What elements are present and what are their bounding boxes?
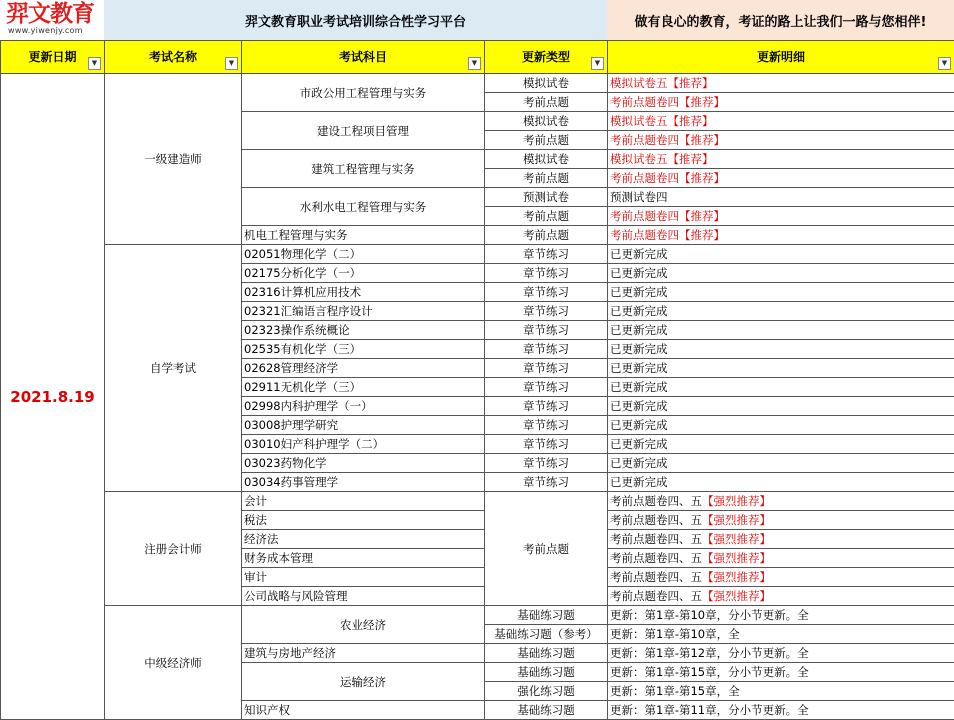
- exam-name: 中级经济师: [105, 606, 242, 720]
- subject: 市政公用工程管理与实务: [242, 74, 485, 112]
- update-detail: 考前点题卷四、五【强烈推荐】: [608, 511, 954, 530]
- update-detail: 已更新完成: [608, 397, 954, 416]
- update-detail: 已更新完成: [608, 378, 954, 397]
- subject: 水利水电工程管理与实务: [242, 188, 485, 226]
- update-detail: 已更新完成: [608, 283, 954, 302]
- update-detail: 已更新完成: [608, 264, 954, 283]
- subject: 02998内科护理学（一）: [242, 397, 485, 416]
- update-type: 考前点题: [485, 169, 608, 188]
- update-detail: 已更新完成: [608, 416, 954, 435]
- update-type: 基础练习题: [485, 644, 608, 663]
- col-header-type: 更新类型 ▼: [485, 41, 608, 74]
- table-row: [1, 492, 954, 511]
- update-table: [0, 40, 954, 720]
- update-detail: 已更新完成: [608, 435, 954, 454]
- update-detail: 考前点题卷四、五【强烈推荐】: [608, 530, 954, 549]
- update-detail: 已更新完成: [608, 302, 954, 321]
- subject: 02175分析化学（一）: [242, 264, 485, 283]
- filter-dropdown-icon[interactable]: ▼: [938, 57, 951, 70]
- update-detail: 更新：第1章-第12章，分小节更新。全: [608, 644, 954, 663]
- update-detail: 更新：第1章-第10章，全: [608, 625, 954, 644]
- update-detail: 考前点题卷四【推荐】: [608, 93, 954, 112]
- subject: 02323操作系统概论: [242, 321, 485, 340]
- update-detail: 模拟试卷五【推荐】: [608, 150, 954, 169]
- update-type: 考前点题: [485, 226, 608, 245]
- table-row: [1, 74, 954, 93]
- update-detail: 考前点题卷四、五【强烈推荐】: [608, 568, 954, 587]
- update-detail: 考前点题卷四【推荐】: [608, 169, 954, 188]
- header-row: [1, 41, 954, 74]
- logo: [0, 0, 104, 40]
- update-type: 模拟试卷: [485, 150, 608, 169]
- subject: 会计: [242, 492, 485, 511]
- col-header-date: 更新日期 ▼: [1, 41, 105, 74]
- update-type: 考前点题: [485, 93, 608, 112]
- subject: 建筑与房地产经济: [242, 644, 485, 663]
- top-banner: [0, 0, 954, 40]
- update-type: 模拟试卷: [485, 112, 608, 131]
- subject: 02321汇编语言程序设计: [242, 302, 485, 321]
- update-detail: 已更新完成: [608, 359, 954, 378]
- subject: 03034药事管理学: [242, 473, 485, 492]
- update-type: 考前点题: [485, 131, 608, 150]
- exam-name: 一级建造师: [105, 74, 242, 245]
- filter-dropdown-icon[interactable]: ▼: [591, 57, 604, 70]
- exam-name: 注册会计师: [105, 492, 242, 606]
- update-type: 章节练习: [485, 359, 608, 378]
- subject: 03008护理学研究: [242, 416, 485, 435]
- update-type: 基础练习题: [485, 663, 608, 682]
- col-header-subject: 考试科目 ▼: [242, 41, 485, 74]
- update-type: 章节练习: [485, 454, 608, 473]
- update-type: 章节练习: [485, 397, 608, 416]
- update-detail: 考前点题卷四【推荐】: [608, 226, 954, 245]
- update-detail: 已更新完成: [608, 245, 954, 264]
- subject: 建筑工程管理与实务: [242, 150, 485, 188]
- update-detail: 更新：第1章-第15章，分小节更新。全: [608, 663, 954, 682]
- logo-url: www.yiwenjy.com: [8, 26, 83, 35]
- subject: 03010妇产科护理学（二）: [242, 435, 485, 454]
- update-detail: 预测试卷四: [608, 188, 954, 207]
- update-type: 章节练习: [485, 378, 608, 397]
- platform-title: 羿文教育职业考试培训综合性学习平台: [104, 0, 607, 40]
- update-detail: 考前点题卷四、五【强烈推荐】: [608, 587, 954, 606]
- update-type: 基础练习题: [485, 606, 608, 625]
- slogan: 做有良心的教育，考证的路上让我们一路与您相伴!: [607, 0, 954, 40]
- update-type: 基础练习题（参考）: [485, 625, 608, 644]
- subject: 税法: [242, 511, 485, 530]
- subject: 农业经济: [242, 606, 485, 644]
- update-detail: 考前点题卷四、五【强烈推荐】: [608, 549, 954, 568]
- table-row: [1, 606, 954, 625]
- exam-name: 自学考试: [105, 245, 242, 492]
- update-detail: 已更新完成: [608, 454, 954, 473]
- col-header-detail: 更新明细 ▼: [608, 41, 954, 74]
- update-type: 章节练习: [485, 245, 608, 264]
- update-detail: 更新：第1章-第15章，全: [608, 682, 954, 701]
- subject: 财务成本管理: [242, 549, 485, 568]
- update-type: 考前点题: [485, 207, 608, 226]
- update-type: 基础练习题: [485, 701, 608, 720]
- update-detail: 更新：第1章-第11章，分小节更新。全: [608, 701, 954, 720]
- update-detail: 已更新完成: [608, 340, 954, 359]
- update-type: 章节练习: [485, 473, 608, 492]
- update-detail: 考前点题卷四、五【强烈推荐】: [608, 492, 954, 511]
- subject: 建设工程项目管理: [242, 112, 485, 150]
- subject: 公司战略与风险管理: [242, 587, 485, 606]
- subject: 02316计算机应用技术: [242, 283, 485, 302]
- update-type: 章节练习: [485, 435, 608, 454]
- update-type: 强化练习题: [485, 682, 608, 701]
- update-type: 章节练习: [485, 283, 608, 302]
- update-detail: 已更新完成: [608, 473, 954, 492]
- subject: 知识产权: [242, 701, 485, 720]
- update-date: 2021.8.19: [1, 74, 105, 720]
- filter-sort-icon[interactable]: ▼: [88, 57, 101, 70]
- update-detail: 模拟试卷五【推荐】: [608, 74, 954, 93]
- update-detail: 考前点题卷四【推荐】: [608, 207, 954, 226]
- subject: 经济法: [242, 530, 485, 549]
- col-header-exam: 考试名称 ▼: [105, 41, 242, 74]
- update-type: 模拟试卷: [485, 74, 608, 93]
- table-row: [1, 245, 954, 264]
- update-type: 章节练习: [485, 302, 608, 321]
- update-type: 章节练习: [485, 321, 608, 340]
- subject: 02911无机化学（三）: [242, 378, 485, 397]
- filter-dropdown-icon[interactable]: ▼: [225, 57, 238, 70]
- update-type: 章节练习: [485, 264, 608, 283]
- subject: 机电工程管理与实务: [242, 226, 485, 245]
- update-detail: 已更新完成: [608, 321, 954, 340]
- logo-text: 羿文教育: [6, 0, 94, 27]
- update-detail: 考前点题卷四【推荐】: [608, 131, 954, 150]
- filter-dropdown-icon[interactable]: ▼: [468, 57, 481, 70]
- update-detail: 更新：第1章-第10章，分小节更新。全: [608, 606, 954, 625]
- update-detail: 模拟试卷五【推荐】: [608, 112, 954, 131]
- subject: 审计: [242, 568, 485, 587]
- subject: 02535有机化学（三）: [242, 340, 485, 359]
- update-type: 章节练习: [485, 416, 608, 435]
- update-type: 预测试卷: [485, 188, 608, 207]
- update-type: 章节练习: [485, 340, 608, 359]
- update-type: 考前点题: [485, 492, 608, 606]
- subject: 02051物理化学（二）: [242, 245, 485, 264]
- subject: 03023药物化学: [242, 454, 485, 473]
- subject: 02628管理经济学: [242, 359, 485, 378]
- subject: 运输经济: [242, 663, 485, 701]
